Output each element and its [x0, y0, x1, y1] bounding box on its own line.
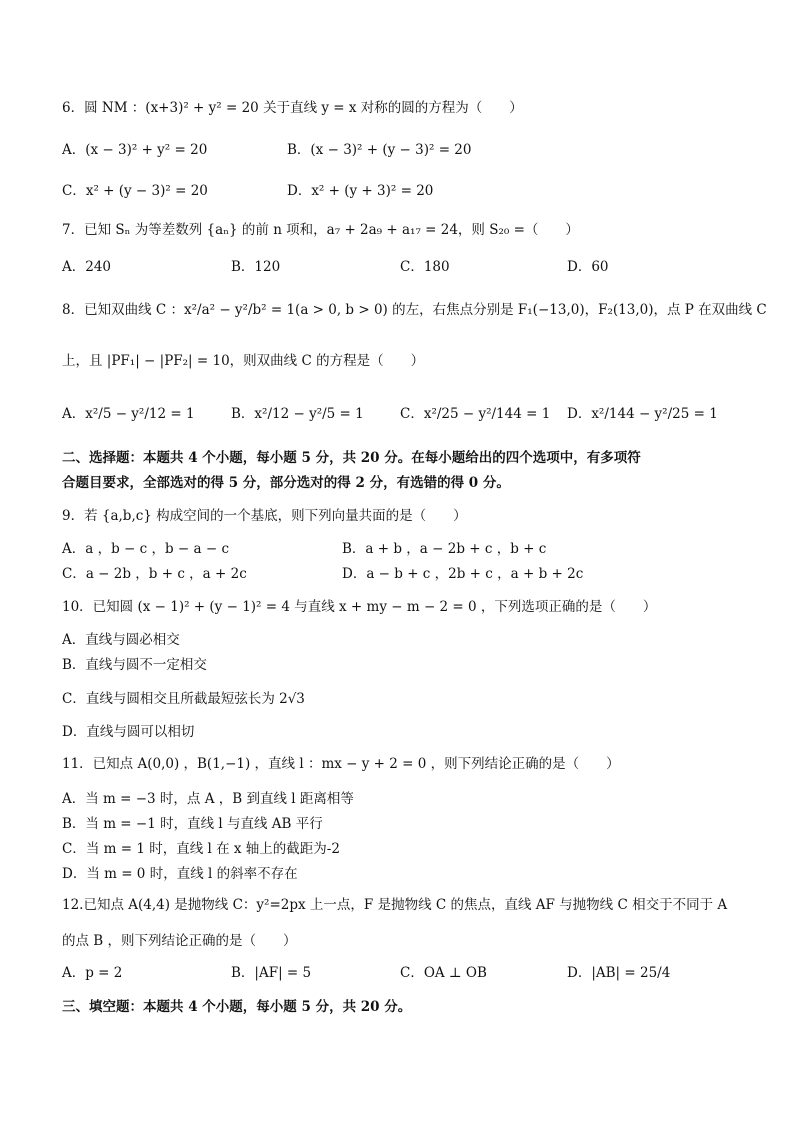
q12-option-c: C．OA ⊥ OB [400, 965, 487, 981]
q10-option-c: C．直线与圆相交且所截最短弦长为 2√3 [62, 691, 305, 707]
q8-option-a: A．x²/5 − y²/12 = 1 [62, 406, 195, 422]
q9-option-c: C．a − 2b ，b + c ，a + 2c [62, 566, 247, 582]
q6-option-c: C．x² + (y − 3)² = 20 [62, 183, 208, 199]
q6-stem: 6．圆 NM ：(x+3)² + y² = 20 关于直线 y = x 对称的圆的方程为（ ） [62, 100, 523, 116]
q7-option-c: C．180 [400, 259, 450, 275]
q6-option-a: A．(x − 3)² + y² = 20 [62, 142, 208, 158]
q7-option-b: B．120 [231, 259, 281, 275]
q9-option-b: B．a + b ，a − 2b + c ，b + c [342, 541, 547, 557]
q9-stem: 9．若 {a,b,c} 构成空间的一个基底，则下列向量共面的是（ ） [62, 508, 467, 524]
q12-stem-line1: 12.已知点 A(4,4) 是抛物线 C：y²=2px 上一点，F 是抛物线 C 的焦点，直线 AF 与抛物线 C 相交于不同于 A [62, 897, 728, 913]
q8-option-d: D．x²/144 − y²/25 = 1 [567, 406, 718, 422]
q9-option-a: A．a ，b − c ，b − a − c [62, 541, 230, 557]
section2-heading-line2: 合题目要求，全部选对的得 5 分，部分选对的得 2 分，有选错的得 0 分。 [62, 475, 510, 491]
q12-option-a: A．p = 2 [62, 965, 123, 981]
q6-option-b: B．(x − 3)² + (y − 3)² = 20 [287, 142, 472, 158]
q11-option-c: C．当 m = 1 时，直线 l 在 x 轴上的截距为-2 [62, 841, 340, 857]
q12-stem-line2: 的点 B ，则下列结论正确的是（ ） [62, 933, 297, 949]
q12-option-b: B．|AF| = 5 [231, 965, 312, 981]
q11-option-b: B．当 m = −1 时，直线 l 与直线 AB 平行 [62, 816, 323, 832]
q10-option-a: A．直线与圆必相交 [62, 632, 180, 648]
q11-stem: 11．已知点 A(0,0) ，B(1,−1) ，直线 l ：mx − y + 2 = 0 ，则下列结论正确的是（ ） [62, 756, 620, 772]
section3-heading: 三、填空题：本题共 4 个小题，每小题 5 分，共 20 分。 [62, 999, 412, 1015]
section2-heading-line1: 二、选择题：本题共 4 个小题，每小题 5 分，共 20 分。在每小题给出的四个选项中，有多项符 [62, 450, 641, 466]
q11-option-d: D．当 m = 0 时，直线 l 的斜率不存在 [62, 866, 298, 882]
q10-stem: 10．已知圆 (x − 1)² + (y − 1)² = 4 与直线 x + my − m − 2 = 0 ，下列选项正确的是（ ） [62, 599, 657, 615]
q7-option-a: A．240 [62, 259, 112, 275]
q7-stem: 7．已知 Sₙ 为等差数列 {aₙ} 的前 n 项和，a₇ + 2a₉ + a₁₇ = 24，则 S₂₀ =（ ） [62, 222, 579, 238]
q8-option-b: B．x²/12 − y²/5 = 1 [231, 406, 364, 422]
q9-option-d: D．a − b + c ，2b + c ，a + b + 2c [342, 566, 584, 582]
q8-stem-line2: 上，且 |PF₁| − |PF₂| = 10，则双曲线 C 的方程是（ ） [62, 353, 425, 369]
q11-option-a: A．当 m = −3 时，点 A ，B 到直线 l 距离相等 [62, 791, 354, 807]
q8-stem-line1: 8．已知双曲线 C ：x²/a² − y²/b² = 1(a > 0, b > 0) 的左，右焦点分别是 F₁(−13,0)，F₂(13,0)，点 P 在双曲线 C [62, 302, 767, 318]
q10-option-d: D．直线与圆可以相切 [62, 724, 195, 740]
q8-option-c: C．x²/25 − y²/144 = 1 [400, 406, 551, 422]
q7-option-d: D．60 [567, 259, 609, 275]
q12-option-d: D．|AB| = 25/4 [567, 965, 671, 981]
q6-option-d: D．x² + (y + 3)² = 20 [287, 183, 434, 199]
q10-option-b: B．直线与圆不一定相交 [62, 657, 207, 673]
